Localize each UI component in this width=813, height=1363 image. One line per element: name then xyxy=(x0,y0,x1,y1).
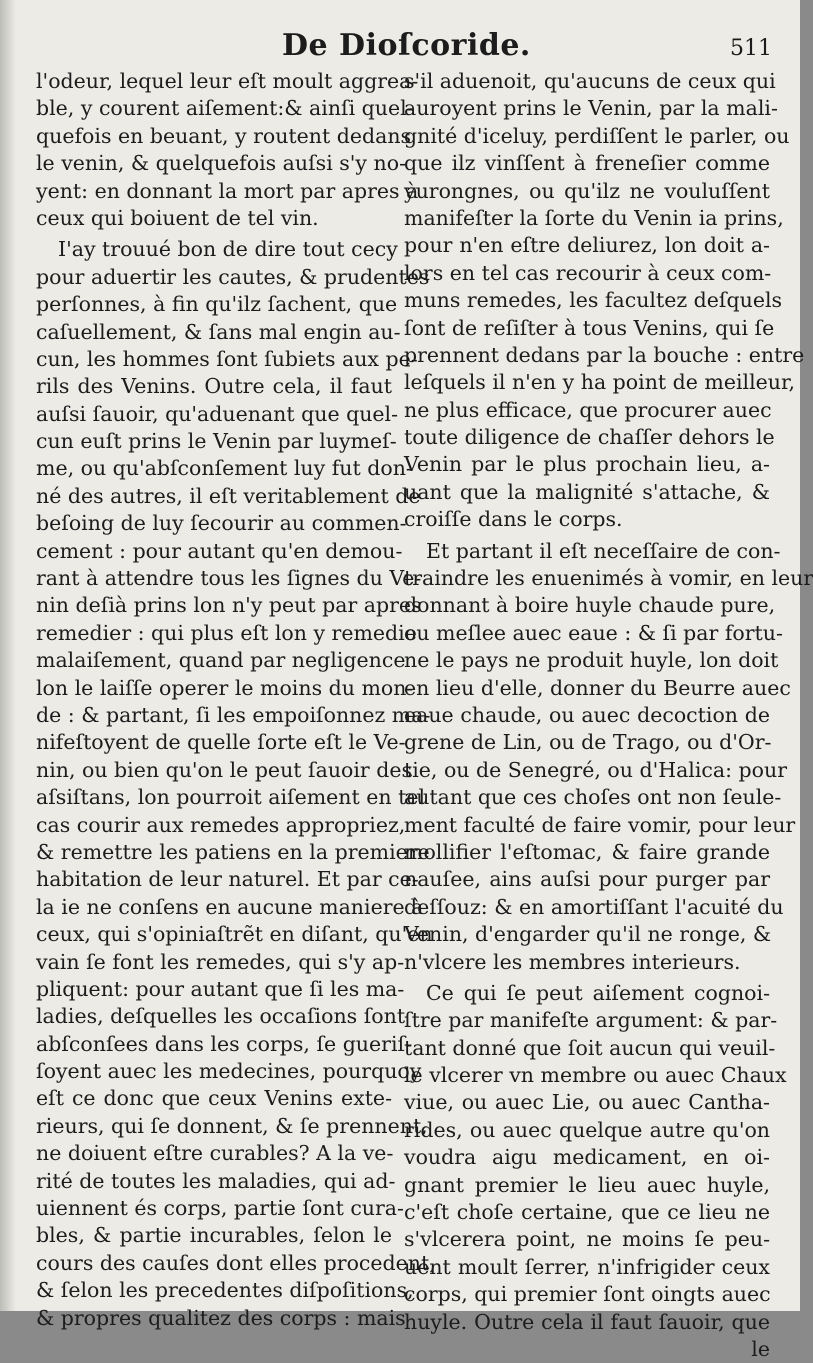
text-line: cun euſt prins le Venin par luymeſ- xyxy=(36,429,397,454)
text-line: cun, les hommes ſont ſubiets aux pe- xyxy=(36,346,418,371)
text-line: en lieu d'elle, donner du Beurre auec xyxy=(404,675,791,700)
text-line: & ſelon les precedentes diſpoſitions, xyxy=(36,1278,414,1303)
text-line: de : & partant, ſi les empoiſonnez ma- xyxy=(36,702,431,727)
text-line: le venin, & quelquefois auſsi s'y no- xyxy=(36,151,407,176)
text-line: traindre les enuenimés à vomir, en leur xyxy=(404,566,813,591)
text-line: malaiſement, quand par negligence xyxy=(36,648,406,673)
text-line: manifeſter la ſorte du Venin ia prins, xyxy=(404,205,784,230)
text-line: voudra aigu medicament, en oi- xyxy=(404,1145,770,1170)
text-line: autant que ces choſes ont non ſeule- xyxy=(404,785,782,810)
text-line: c'eſt choſe certaine, que ce lieu ne xyxy=(404,1200,770,1225)
text-line: lors en tel cas recourir à ceux com- xyxy=(404,260,772,285)
text-line: ment faculté de faire vomir, pour leur xyxy=(404,812,796,837)
text-line: corps, qui premier ſont oingts auec xyxy=(404,1282,771,1307)
text-line: gnité d'iceluy, perdiſſent le parler, ou xyxy=(404,123,790,148)
text-line: yurongnes, ou qu'ilz ne vouluſſent xyxy=(404,178,770,203)
text-line: viue, ou auec Lie, ou auec Cantha- xyxy=(404,1090,770,1115)
text-line: uant que la malignité s'attache, & xyxy=(404,479,770,504)
text-line: ou meſlee auec eaue : & ſi par fortu- xyxy=(404,620,783,645)
text-line: deſſouz: & en amortiſſant l'acuité du xyxy=(404,894,784,919)
text-line: habitation de leur naturel. Et par ce- xyxy=(36,867,419,892)
text-line: ne le pays ne produit huyle, lon doit xyxy=(404,648,779,673)
text-line: l'odeur, lequel leur eſt moult aggrea- xyxy=(36,69,419,93)
text-line: remedier : qui plus eſt lon y remedie xyxy=(36,620,417,645)
text-line: caſuellement, & ſans mal engin au- xyxy=(36,319,401,344)
text-line: tant donné que ſoit aucun qui veuil- xyxy=(404,1035,776,1060)
text-line: s'il aduenoit, qu'aucuns de ceux qui xyxy=(404,69,776,93)
text-line: gnant premier le lieu auec huyle, xyxy=(404,1172,770,1197)
text-line: pliquent: pour autant que ſi les ma- xyxy=(36,976,405,1001)
text-line: né des autres, il eſt veritablement de xyxy=(36,483,421,508)
text-line: rides, ou auec quelque autre qu'on xyxy=(404,1117,770,1142)
right-text-column xyxy=(404,68,813,1363)
text-line: ceux qui boiuent de tel vin. xyxy=(36,205,319,230)
text-line: Ce qui ſe peut aiſement cognoi- xyxy=(426,980,770,1005)
text-line: eaue chaude, ou auec decoction de xyxy=(404,702,770,727)
text-line: donnant à boire huyle chaude pure, xyxy=(404,593,776,618)
text-line: ladies, deſquelles les occaſions ſont xyxy=(36,1004,406,1029)
text-line: ne doiuent eſtre curables? A la ve- xyxy=(36,1141,394,1166)
text-line: nin deſià prins lon n'y peut par apres xyxy=(36,593,422,618)
text-line: tie, ou de Senegré, ou d'Halica: pour xyxy=(404,757,788,782)
text-line: huyle. Outre cela il faut ſauoir, que xyxy=(404,1309,770,1334)
text-line: nin, ou bien qu'on le peut ſauoir des xyxy=(36,757,413,782)
text-line: perſonnes, à fin qu'ilz ſachent, que xyxy=(36,292,398,317)
text-line: vain ſe font les remedes, qui s'y ap- xyxy=(36,949,405,974)
text-line: nifeſtoyent de quelle ſorte eſt le Ve- xyxy=(36,730,406,755)
text-line: aſsiſtans, lon pourroit aiſement en tel xyxy=(36,785,426,810)
text-line: s'vlcerera point, ne moins ſe peu- xyxy=(404,1227,770,1252)
text-line: uiennent és corps, partie ſont cura- xyxy=(36,1196,404,1221)
text-line: ſont de reſiſter à tous Venins, qui ſe xyxy=(404,315,775,340)
text-line: auroyent prins le Venin, par la mali- xyxy=(404,96,778,121)
running-title: De Dioſcoride. xyxy=(282,28,531,63)
text-line: rieurs, qui ſe donnent, & ſe prennent, xyxy=(36,1113,428,1138)
text-line: I'ay trouué bon de dire tout cecy xyxy=(58,237,398,262)
text-line: que ilz vinſſent à freneſier comme xyxy=(404,151,770,176)
text-line: bles, & partie incurables, ſelon le xyxy=(36,1223,392,1248)
text-line: abſconſees dans les corps, ſe gueriſ- xyxy=(36,1031,413,1056)
text-line: lon le laiſſe operer le moins du mon- xyxy=(36,675,414,700)
text-line: & remettre les patiens en la premiere xyxy=(36,839,430,864)
text-line: prennent dedans par la bouche : entre xyxy=(404,342,805,367)
text-line: pour aduertir les cautes, & prudentes xyxy=(36,264,430,289)
text-line: cours des cauſes dont elles procedent, xyxy=(36,1250,436,1275)
text-line: cement : pour autant qu'en demou- xyxy=(36,538,403,563)
text-line: muns remedes, les facultez deſquels xyxy=(404,288,783,313)
text-line: n'vlcere les membres interieurs. xyxy=(404,949,741,974)
text-line: rils des Venins. Outre cela, il faut xyxy=(36,374,392,399)
text-line: Venin par le plus prochain lieu, a- xyxy=(404,452,770,477)
text-line: quefois en beuant, y routent dedans xyxy=(36,123,412,148)
text-line: ſoyent auec les medecines, pourquoy xyxy=(36,1059,422,1084)
left-text-column xyxy=(36,68,436,1332)
text-line: ceux, qui s'opiniaſtrẽt en diſant, qu'en xyxy=(36,922,433,947)
text-line: ſtre par manifeſte argument: & par- xyxy=(404,1008,778,1033)
text-line: me, ou qu'abſconſement luy fut don- xyxy=(36,456,413,481)
text-line: Venin, d'engarder qu'il ne ronge, & xyxy=(404,922,772,947)
text-line: nauſee, ains auſsi pour purger par xyxy=(404,867,770,892)
text-line: ble, y courent aiſement:& ainſi quel- xyxy=(36,96,414,121)
text-line: le vlcerer vn membre ou auec Chaux xyxy=(404,1063,787,1088)
text-line: ne plus efficace, que procurer auec xyxy=(404,397,772,422)
page-number: 511 xyxy=(730,36,772,61)
text-line: pour n'en eſtre deliurez, lon doit a- xyxy=(404,233,770,258)
text-line: cas courir aux remedes appropriez, xyxy=(36,812,406,837)
text-line: & propres qualitez des corps : mais xyxy=(36,1305,406,1330)
text-line: eſt ce donc que ceux Venins exte- xyxy=(36,1086,392,1111)
text-line: la ie ne conſens en aucune maniere à xyxy=(36,894,424,919)
text-line: mollifier l'eſtomac, & faire grande xyxy=(404,839,770,864)
text-line: Et partant il eſt neceſſaire de con- xyxy=(426,538,781,563)
text-line: croiſſe dans le corps. xyxy=(404,507,623,532)
text-line: toute diligence de chaſſer dehors le xyxy=(404,425,775,450)
text-line: grene de Lin, ou de Trago, ou d'Or- xyxy=(404,730,772,755)
text-line: rité de toutes les maladies, qui ad- xyxy=(36,1168,396,1193)
text-line: leſquels il n'en y ha point de meilleur, xyxy=(404,370,796,395)
text-line: rant à attendre tous les ſignes du Ve- xyxy=(36,566,422,591)
text-line: yent: en donnant la mort par apres à xyxy=(36,178,419,203)
text-line: auſsi ſauoir, qu'aduenant que quel- xyxy=(36,401,399,426)
text-line: beſoing de luy ſecourir au commen- xyxy=(36,511,407,536)
running-head xyxy=(0,24,800,64)
text-line: le xyxy=(751,1336,770,1361)
text-line: uent moult ſerrer, n'infrigider ceux xyxy=(404,1254,770,1279)
